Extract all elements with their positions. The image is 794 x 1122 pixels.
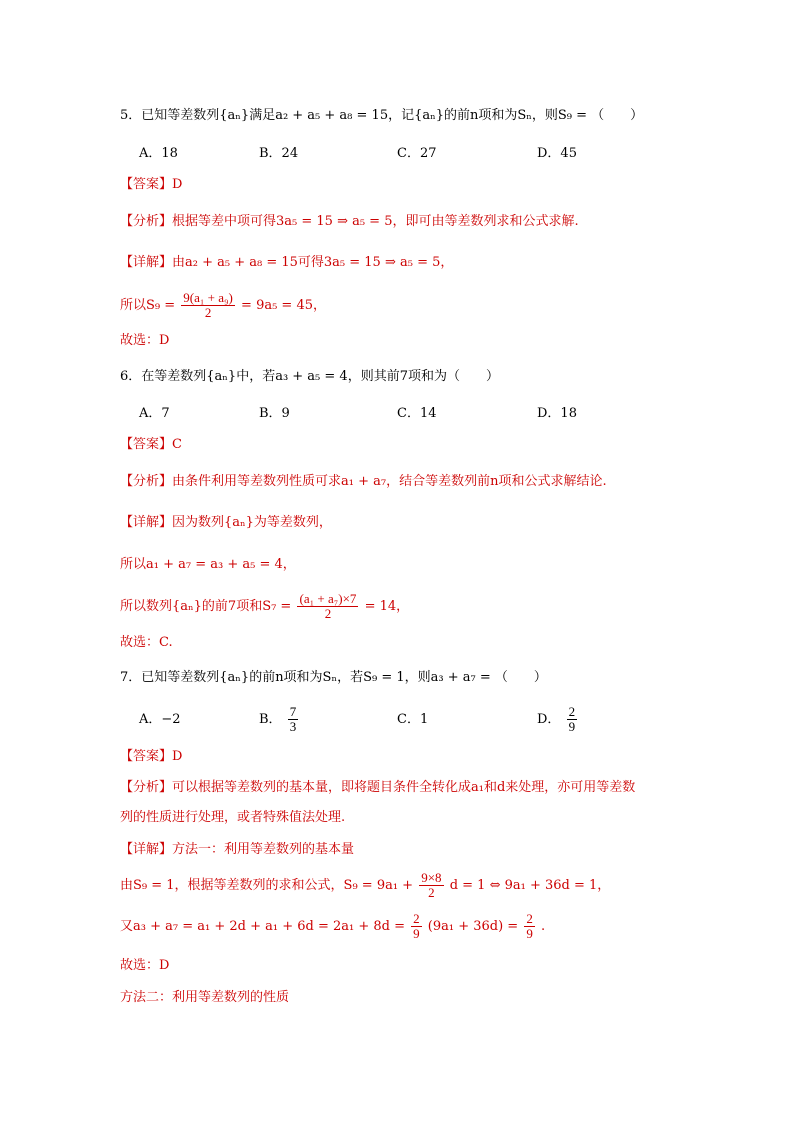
q7-line2-mid: (9a₁ + 36d) = [427, 919, 519, 934]
q6-line1: 所以a₁ + a₇ = a₃ + a₅ = 4， [120, 557, 296, 572]
q7-option-d [537, 703, 579, 737]
q7-analysis-line2: 列的性质进行处理，或者特殊值法处理. [120, 810, 346, 825]
q7-line1-prefix: 由S₉ = 1，根据等差数列的求和公式，S₉ = 9a₁ + [120, 878, 414, 893]
q7-option-c: C．1 [397, 712, 429, 727]
q6-option-a: A．7 [139, 406, 170, 421]
q7-answer: 【答案】D [120, 749, 183, 764]
q6-option-c: C．14 [397, 406, 437, 421]
q7-option-d-num: 2 [568, 704, 576, 719]
q7-choose: 故选：D [120, 958, 170, 973]
q5-frac-num: 9(a₁ + a₉) [183, 290, 233, 305]
q6-sum-line [120, 587, 409, 627]
q5-frac-den: 2 [204, 305, 212, 320]
q6-analysis: 【分析】由条件利用等差数列性质可求a₁ + a₇，结合等差数列前n项和公式求解结论. [120, 474, 607, 489]
q6-option-d: D．18 [537, 406, 577, 421]
q7-option-b-fraction [288, 705, 299, 734]
q7-detail: 【详解】方法一：利用等差数列的基本量 [120, 842, 355, 857]
q6-sum-prefix: 所以数列{aₙ}的前7项和S₇ = [120, 599, 292, 614]
q7-option-d-fraction [567, 705, 578, 734]
q7-line2-end: . [540, 919, 546, 934]
q6-choose: 故选：C. [120, 635, 173, 650]
q5-detail: 【详解】由a₂ + a₅ + a₈ = 15可得3a₅ = 15 ⇒ a₅ = 5， [120, 255, 454, 270]
q7-analysis-line1: 【分析】可以根据等差数列的基本量，即将题目条件全转化成a₁和d来处理，亦可用等差数 [120, 780, 636, 795]
q5-option-d: D．45 [537, 146, 577, 161]
q7-line1-fraction [419, 871, 443, 900]
q6-option-b: B．9 [259, 406, 290, 421]
q7-option-d-label: D． [537, 712, 561, 727]
q6-stem: 6．在等差数列{aₙ}中，若a₃ + a₅ = 4，则其前7项和为（ ） [120, 369, 499, 384]
q6-detail: 【详解】因为数列{aₙ}为等差数列， [120, 515, 332, 530]
q7-line2-fraction-1 [411, 912, 422, 941]
q7-option-b-den: 3 [289, 719, 297, 734]
q6-sum-fraction [297, 592, 358, 621]
q7-option-b-label: B． [259, 712, 282, 727]
q7-line1-den: 2 [428, 885, 435, 900]
q7-line2-den-1: 9 [413, 926, 420, 941]
q5-option-b: B．24 [259, 146, 299, 161]
q7-stem: 7．已知等差数列{aₙ}的前n项和为Sₙ，若S₉ = 1，则a₃ + a₇ = （ ） [120, 670, 547, 685]
q5-answer: 【答案】D [120, 177, 183, 192]
q5-choose: 故选：D [120, 333, 170, 348]
q7-line1-suffix: d = 1 ⇔ 9a₁ + 36d = 1， [449, 878, 611, 893]
q7-option-b-num: 7 [289, 704, 297, 719]
q7-method2: 方法二：利用等差数列的性质 [120, 990, 290, 1005]
q7-line1-num: 9×8 [421, 870, 442, 885]
q5-analysis: 【分析】根据等差中项可得3a₅ = 15 ⇒ a₅ = 5，即可由等差数列求和公式求解. [120, 214, 579, 229]
q7-option-b [259, 703, 300, 737]
q7-line2-num-1: 2 [413, 911, 420, 926]
q7-line2-den-2: 9 [526, 926, 533, 941]
q5-option-c: C．27 [397, 146, 437, 161]
q5-sum-fraction [181, 291, 235, 320]
q6-answer: 【答案】C [120, 437, 182, 452]
q5-sum-line [120, 286, 326, 326]
q7-option-d-den: 9 [568, 719, 576, 734]
q7-line2-num-2: 2 [526, 911, 533, 926]
q5-stem: 5．已知等差数列{aₙ}满足a₂ + a₅ + a₈ = 15，记{aₙ}的前n项和为Sₙ，则S₉ = （ ） [120, 108, 644, 123]
q5-option-a: A．18 [139, 146, 178, 161]
q7-line2-fraction-2 [524, 912, 535, 941]
q7-line2-prefix: 又a₃ + a₇ = a₁ + 2d + a₁ + 6d = 2a₁ + 8d = [120, 919, 405, 934]
q6-frac-num: (a₁ + a₇)×7 [299, 591, 357, 606]
q5-sum-prefix: 所以S₉ = [120, 298, 176, 313]
q7-option-a: A．−2 [139, 712, 181, 727]
q6-frac-den: 2 [324, 606, 332, 621]
q7-line1 [120, 866, 610, 906]
q5-sum-suffix: = 9a₅ = 45， [241, 298, 327, 313]
q6-sum-suffix: = 14， [364, 599, 410, 614]
q7-line2 [120, 907, 545, 947]
